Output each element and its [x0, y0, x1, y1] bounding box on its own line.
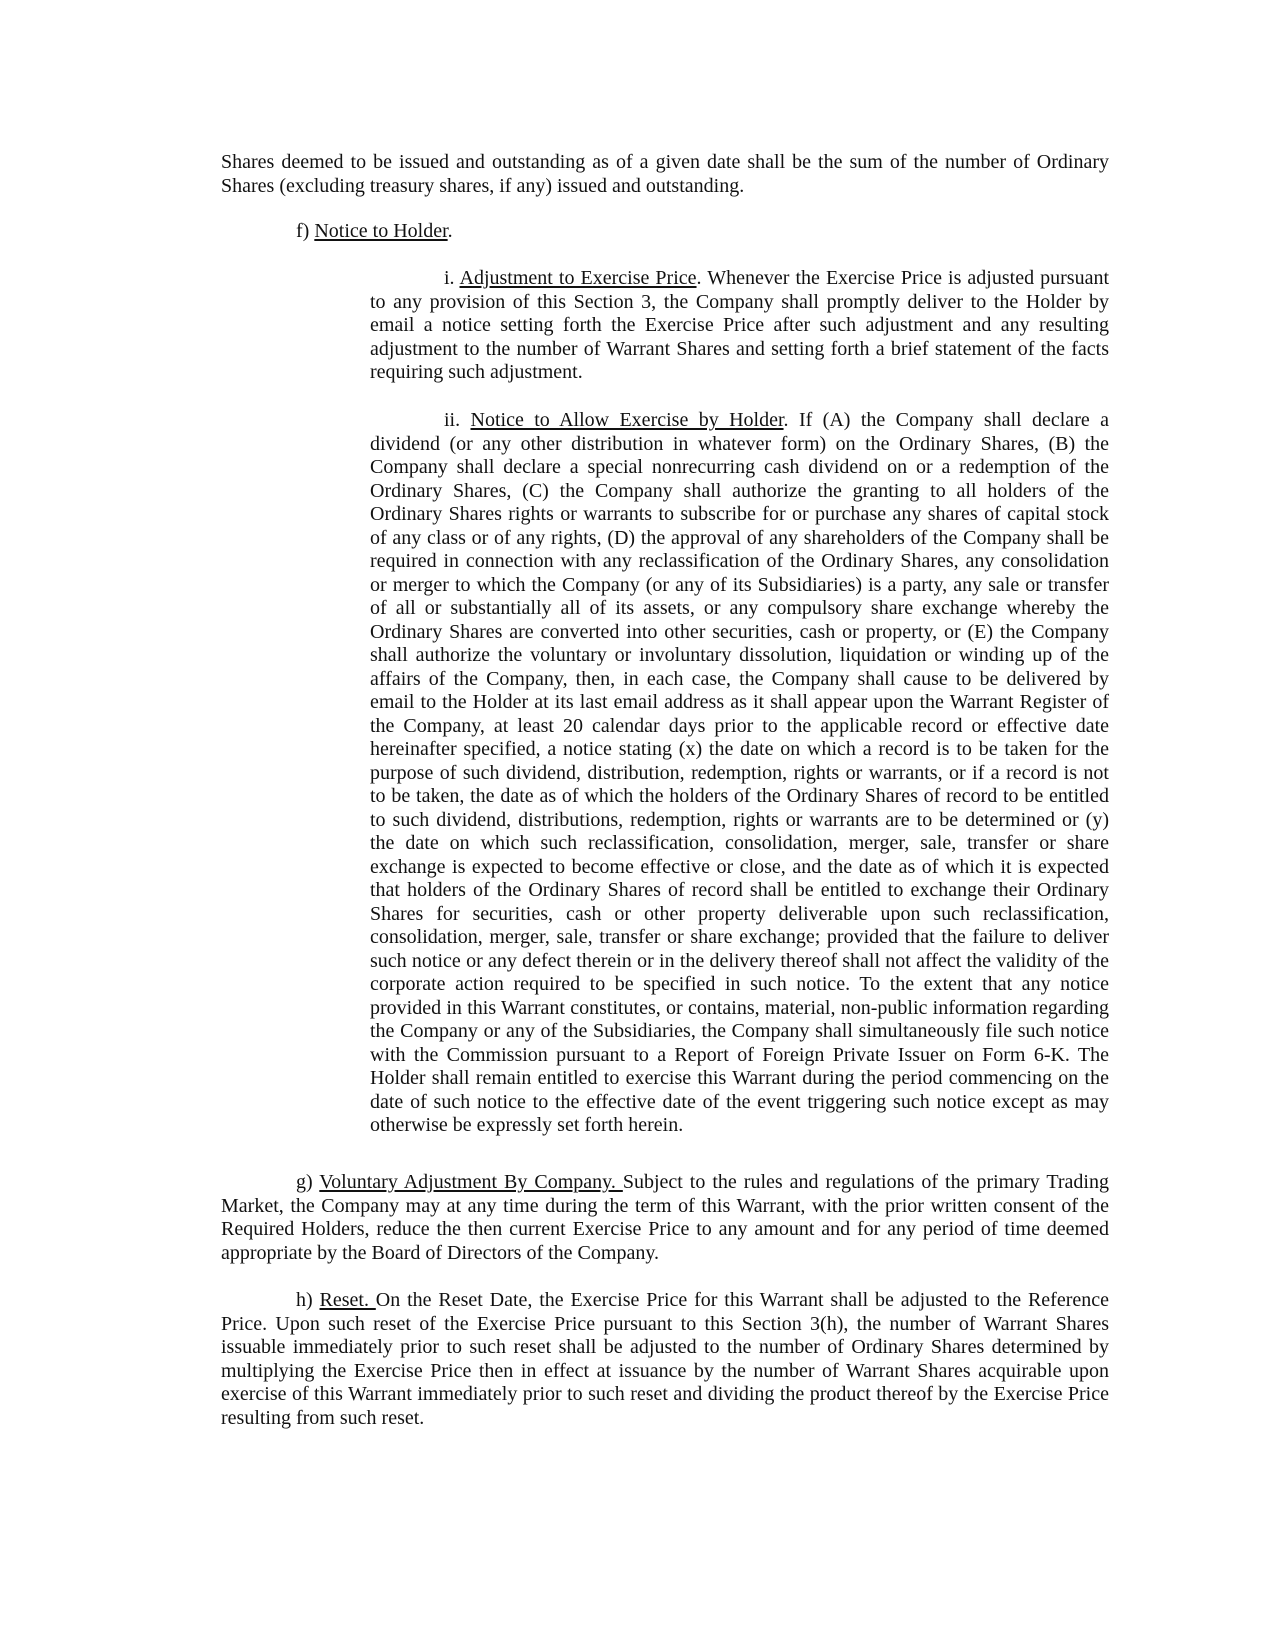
item-ii-body: If (A) the Company shall declare a dividend (or any other distribution in whatever form) on the Ordinary Shares, (B) the Company shall declare a special nonrecurring cash dividend on or a redemption of the Ordinary Shares, (C) the Company shall authorize the granting to all holders of the Ordinary Shares rights or warrants to subscribe for or purchase any shares of capital stock of any class or of any rights, (D) the approval of any shareholders of the Company shall be required in connection with any reclassification of the Ordinary Shares, any consolidation or merger to which the Company (or any of its Subsidiaries) is a party, any sale or transfer of all or substantially all of its assets, or any compulsory share exchange whereby the Ordinary Shares are converted into other securities, cash or property, or (E) the Company shall authorize the voluntary or involuntary dissolution, liquidation or winding up of the affairs of the Company, then, in each case, the Company shall cause to be delivered by email to the Holder at its last email address as it shall appear upon the Warrant Register of the Company, at least 20 calendar days prior to the applicable record or effective date hereinafter specified, a notice stating (x) the date on which a record is to be taken for the purpose of such dividend, distribution, redemption, rights or warrants, or if a record is not to be taken, the date as of which the holders of the Ordinary Shares of record to be entitled to such dividend, distributions, redemption, rights or warrants are to be determined or (y) the date on which such reclassification, consolidation, merger, sale, transfer or share exchange is expected to become effective or close, and the date as of which it is expected that holders of the Ordinary Shares of record shall be entitled to exchange their Ordinary Shares for securities, cash or other property deliverable upon such reclassification, consolidation, merger, sale, transfer or share exchange; provided that the failure to deliver such notice or any defect therein or in the delivery thereof shall not affect the validity of the corporate action required to be specified in such notice. To the extent that any notice provided in this Warrant constitutes, or contains, material, non-public information regarding the Company or any of the Subsidiaries, the Company shall simultaneously file such notice with the Commission pursuant to a Report of Foreign Private Issuer on Form 6-K. The Holder shall remain entitled to exercise this Warrant during the period commencing on the date of such notice to the effective date of the event triggering such notice except as may otherwise be expressly set forth herein.: [370, 409, 1109, 1136]
item-i-paragraph: [370, 267, 1109, 385]
item-i-trail: .: [696, 267, 708, 289]
section-f-trail: .: [447, 220, 453, 242]
section-g-paragraph: [221, 1171, 1109, 1265]
item-ii-marker: ii.: [444, 409, 471, 431]
section-g-title: Voluntary Adjustment By Company.: [319, 1171, 623, 1193]
section-f-marker: f): [296, 220, 315, 242]
section-f-heading: [296, 220, 696, 244]
section-f-title: Notice to Holder: [314, 220, 448, 242]
item-ii-title: Notice to Allow Exercise by Holder: [470, 409, 784, 431]
section-h-paragraph: [221, 1289, 1109, 1430]
intro-paragraph-text: Shares deemed to be issued and outstanding as of a given date shall be the sum of the number of Ordinary Shares (excluding treasury shares, if any) issued and outstanding.: [221, 151, 1109, 197]
section-h-marker: h): [296, 1289, 320, 1311]
section-g-marker: g): [296, 1171, 320, 1193]
section-g-body: Subject to the rules and regulations of the primary Trading Market, the Company may at any time during the term of this Warrant, with the prior written consent of the Required Holders, reduce the then current Exercise Price to any amount and for any period of time deemed appropriate by the Board of Directors of the Company.: [221, 1171, 1109, 1264]
section-h-title: Reset.: [319, 1289, 376, 1311]
section-h-body: On the Reset Date, the Exercise Price for this Warrant shall be adjusted to the Reference Price. Upon such reset of the Exercise Price pursuant to this Section 3(h), the number of Warrant Shares issuable immediately prior to such reset shall be adjusted to the number of Ordinary Shares determined by multiplying the Exercise Price then in effect at issuance by the number of Warrant Shares acquirable upon exercise of this Warrant immediately prior to such reset and dividing the product thereof by the Exercise Price resulting from such reset.: [221, 1289, 1109, 1429]
item-ii-trail: .: [783, 409, 799, 431]
item-i-marker: i.: [444, 267, 460, 289]
item-i-title: Adjustment to Exercise Price: [459, 267, 697, 289]
intro-paragraph: [221, 151, 1109, 198]
item-ii-paragraph: [370, 409, 1109, 1138]
item-i-body: Whenever the Exercise Price is adjusted pursuant to any provision of this Section 3, the Company shall promptly deliver to the Holder by email a notice setting forth the Exercise Price after such adjustment and any resulting adjustment to the number of Warrant Shares and setting forth a brief statement of the facts requiring such adjustment.: [370, 267, 1110, 383]
